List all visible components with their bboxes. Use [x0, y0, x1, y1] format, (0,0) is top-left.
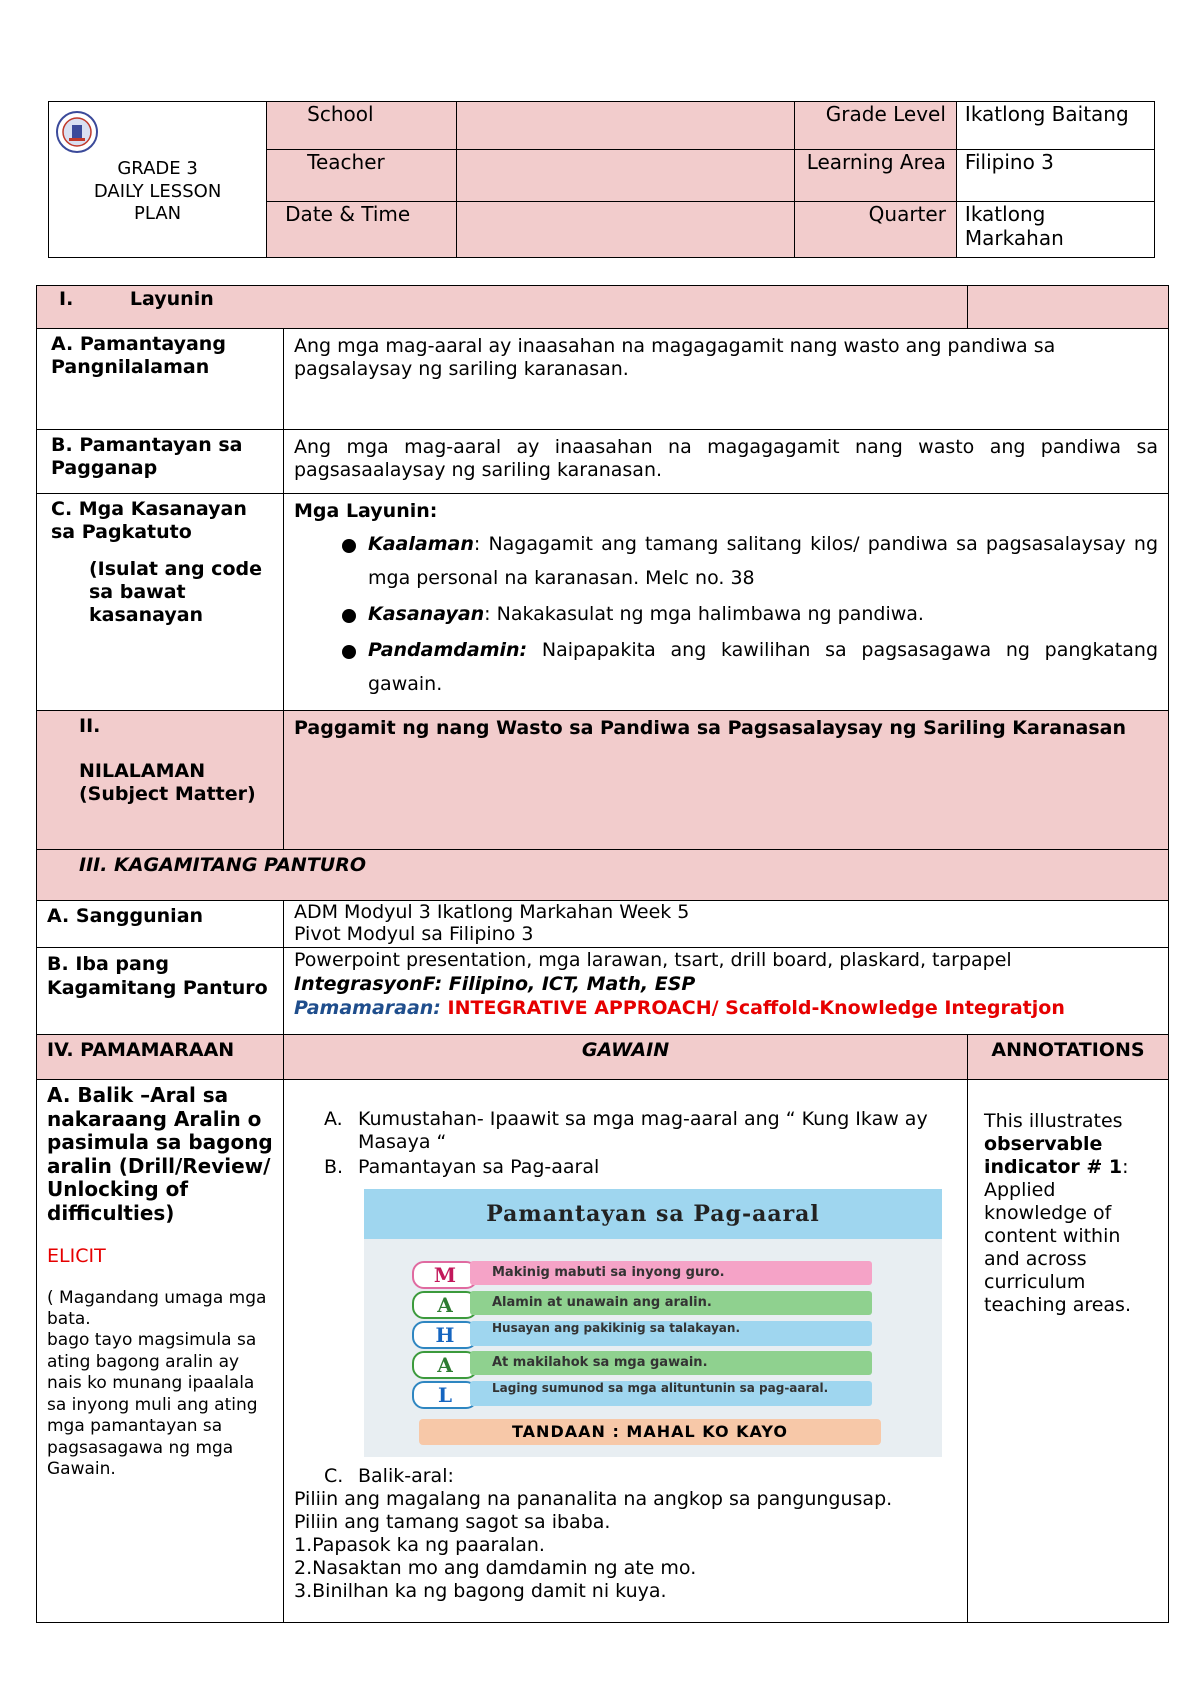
review-line-2: Piliin ang tamang sagot sa ibaba.: [294, 1511, 611, 1533]
header-title-line-3: PLAN: [134, 203, 182, 224]
gawain-cell: [284, 1080, 968, 1623]
poster-letter-a2: A: [412, 1351, 478, 1379]
header-table: [48, 101, 1155, 258]
pamantayan-sa-pagganap-label: B. Pamantayan sa Pagganap: [37, 430, 284, 494]
sanggunian-line-2: Pivot Modyul sa Filipino 3: [294, 923, 534, 945]
teacher-label: Teacher: [267, 150, 457, 202]
bullet-icon: [342, 645, 356, 659]
materials-line: Powerpoint presentation, mga larawan, tsart, drill board, plaskard, tarpapel: [294, 949, 1012, 971]
poster-text-m: Makinig mabuti sa inyong guro.: [470, 1261, 872, 1285]
grade-level-value: Ikatlong Baitang: [956, 102, 1154, 150]
iba-pang-kagamitang-cell: [284, 948, 1169, 1035]
section-1-number: I.: [59, 288, 74, 310]
poster-text-a1: Alamin at unawain ang aralin.: [470, 1291, 872, 1315]
header-title-line-2: DAILY LESSON: [93, 180, 222, 202]
poster-footer: TANDAAN : MAHAL KO KAYO: [419, 1419, 881, 1445]
review-line-5: 3.Binilhan ka ng bagong damit ni kuya.: [294, 1580, 667, 1602]
objective-pandamdamin: Pandamdamin: Naipapakita ang kawilihan sa pagsasagawa ng pangkatang gawain.: [294, 633, 1158, 701]
sanggunian-label: A. Sanggunian: [37, 901, 284, 948]
objective-kasanayan: Kasanayan: Nakakasulat ng mga halimbawa ng pandiwa.: [294, 597, 1158, 631]
nilalaman-label: NILALAMAN (Subject Matter): [79, 760, 256, 805]
school-field[interactable]: [457, 102, 795, 150]
approach-line: [294, 996, 1158, 1020]
poster-title: Pamantayan sa Pag-aaral: [364, 1189, 942, 1239]
section-3-header: III. KAGAMITANG PANTURO: [37, 850, 1169, 901]
balik-aral-label-cell: [37, 1080, 284, 1623]
balik-aral-label: A. Balik –Aral sa nakaraang Aralin o pasimula sa bagong aralin (Drill/Review/ Unlocking of difficulties): [47, 1083, 273, 1225]
objectives-heading: Mga Layunin:: [294, 500, 438, 522]
annotation-cell: [968, 1080, 1169, 1623]
objectives-cell: [284, 494, 1169, 711]
teacher-note-2: bago tayo magsimula sa ating bagong aralin ay nais ko munang ipaalala sa inyong muli ang ating mga pamantayan sa pagsasagawa ng mga Gawain.: [47, 1330, 258, 1479]
section-2-number: II.: [79, 715, 101, 737]
annotation-post: : Applied knowledge of content within and across curriculum teaching areas.: [984, 1156, 1131, 1316]
review-questions: [294, 1488, 957, 1603]
annotation-pre: This illustrates: [984, 1110, 1123, 1132]
pamantayan-poster-image: [364, 1189, 942, 1457]
pamantayan-sa-pagganap-text: Ang mga mag-aaral ay inaasahan na magagagamit nang wasto ang pandiwa sa pagsasaalaysay ng sariling karanasan.: [284, 430, 1169, 494]
school-label: School: [267, 102, 457, 150]
nilalaman-label-cell: [37, 711, 284, 850]
header-title-line-1: GRADE 3: [117, 158, 198, 179]
section-1-annotation-cell: [968, 286, 1169, 329]
date-label: Date & Time: [267, 202, 457, 258]
deped-seal-icon: [55, 110, 99, 154]
poster-text-l: Laging sumunod sa mga alituntunin sa pag-aaral.: [470, 1381, 872, 1406]
pamantayang-pangnilalaman-text: Ang mga mag-aaral ay inaasahan na magagagamit nang wasto ang pandiwa sa pagsalaysay ng sariling karanasan.: [284, 329, 1169, 430]
poster-text-h: Husayan ang pakikinig sa talakayan.: [470, 1321, 872, 1346]
nilalaman-content: Paggamit ng nang Wasto sa Pandiwa sa Pagsasalaysay ng Sariling Karanasan: [284, 711, 1169, 850]
header-title-cell: [49, 102, 267, 258]
learning-area-label: Learning Area: [795, 150, 956, 202]
objectives-list: [294, 527, 1158, 701]
pamantayang-pangnilalaman-label: A. Pamantayang Pangnilalaman: [37, 329, 284, 430]
quarter-label: Quarter: [795, 202, 956, 258]
objective-kaalaman: Kaalaman: Nagagamit ang tamang salitang kilos/ pandiwa sa pagsasalaysay ng mga personal na karanasan. Melc no. 38: [294, 527, 1158, 595]
annotations-header: ANNOTATIONS: [968, 1035, 1169, 1080]
grade-level-label: Grade Level: [795, 102, 956, 150]
teacher-note-1: ( Magandang umaga mga bata.: [47, 1288, 267, 1329]
date-field[interactable]: [457, 202, 795, 258]
section-1-title: Layunin: [129, 288, 214, 310]
poster-letter-m: M: [412, 1261, 478, 1289]
sanggunian-cell: [284, 901, 1169, 948]
annotation-indicator: observable indicator # 1: [984, 1133, 1123, 1178]
lesson-plan-table: [36, 285, 1169, 1623]
teacher-field[interactable]: [457, 150, 795, 202]
gawain-header: GAWAIN: [284, 1035, 968, 1080]
kasanayan-note: (Isulat ang code sa bawat kasanayan: [89, 558, 262, 626]
poster-letter-h: H: [412, 1321, 478, 1349]
integration-line: IntegrasyonF: Filipino, ICT, Math, ESP: [294, 973, 696, 995]
approach-label: Pamamaraan:: [294, 997, 441, 1019]
poster-letter-l: L: [412, 1381, 478, 1409]
poster-text-a2: At makilahok sa mga gawain.: [470, 1351, 872, 1375]
kasanayan-label-cell: [37, 494, 284, 711]
pamamaraan-header: IV. PAMAMARAAN: [37, 1035, 284, 1080]
review-line-3: 1.Papasok ka ng paaralan.: [294, 1534, 545, 1556]
review-line-1: Piliin ang magalang na pananalita na angkop sa pangungusap.: [294, 1488, 893, 1510]
bullet-icon: [342, 609, 356, 623]
poster-letter-a1: A: [412, 1291, 478, 1319]
quarter-value: Ikatlong Markahan: [956, 202, 1154, 258]
iba-pang-kagamitang-label: B. Iba pang Kagamitang Panturo: [37, 948, 284, 1035]
bullet-icon: [342, 539, 356, 553]
activity-list: [294, 1108, 957, 1179]
elicit-label: ELICIT: [47, 1245, 106, 1267]
learning-area-value: Filipino 3: [956, 150, 1154, 202]
sanggunian-line-1: ADM Modyul 3 Ikatlong Markahan Week 5: [294, 901, 690, 923]
section-1-header: [37, 286, 968, 329]
activity-c: C. Balik-aral:: [324, 1465, 454, 1487]
activity-b: B. Pamantayan sa Pag-aaral: [324, 1156, 600, 1178]
activity-list-c: [294, 1465, 957, 1488]
approach-value: INTEGRATIVE APPROACH/ Scaffold-Knowledge Integratjon: [440, 997, 1065, 1019]
review-line-4: 2.Nasaktan mo ang damdamin ng ate mo.: [294, 1557, 697, 1579]
kasanayan-label: C. Mga Kasanayan sa Pagkatuto: [51, 498, 247, 543]
activity-a: A. Kumustahan- Ipaawit sa mga mag-aaral ang “ Kung Ikaw ay Masaya “: [324, 1108, 928, 1153]
